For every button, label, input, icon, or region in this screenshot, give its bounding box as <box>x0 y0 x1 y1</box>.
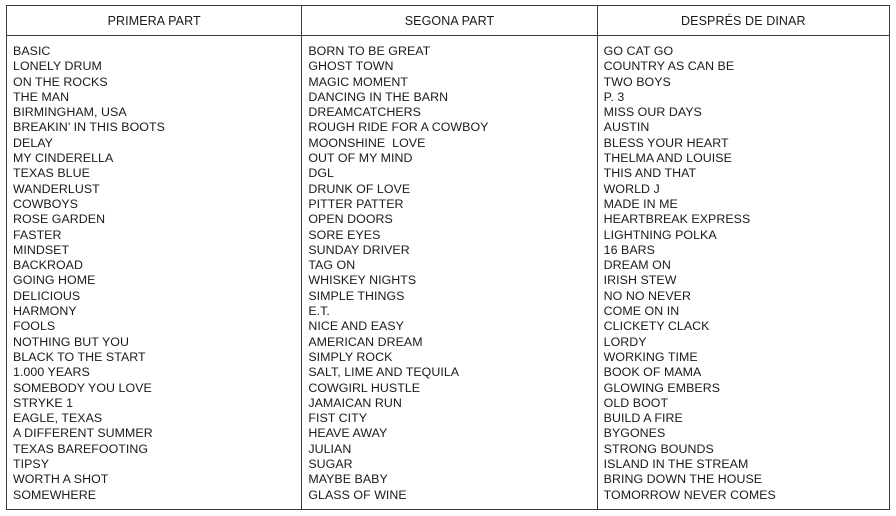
song-item: A DIFFERENT SUMMER <box>13 426 153 441</box>
song-item: WANDERLUST <box>13 181 100 196</box>
song-item: SUNDAY DRIVER <box>308 242 410 257</box>
song-item: AMERICAN DREAM <box>308 334 423 349</box>
song-item: WORKING TIME <box>603 349 698 364</box>
song-item: 16 BARS <box>603 242 655 257</box>
song-item: TOMORROW NEVER COMES <box>603 487 776 502</box>
song-item: MINDSET <box>13 242 70 257</box>
song-item: BYGONES <box>603 426 666 441</box>
song-item: WHISKEY NIGHTS <box>308 273 417 288</box>
song-item: ROSE GARDEN <box>13 212 106 227</box>
song-item: THIS AND THAT <box>603 166 697 181</box>
song-item: NICE AND EASY <box>308 319 405 334</box>
song-item: TWO BOYS <box>603 74 671 89</box>
song-item: NO NO NEVER <box>603 288 691 303</box>
song-item: IRISH STEW <box>603 273 677 288</box>
table-body-row <box>7 36 889 509</box>
song-item: FIST CITY <box>308 411 368 426</box>
song-item: TEXAS BLUE <box>13 166 90 181</box>
song-item: OPEN DOORS <box>308 212 393 227</box>
song-item: DRUNK OF LOVE <box>308 181 411 196</box>
song-item: AUSTIN <box>603 120 650 135</box>
song-item: MAYBE BABY <box>308 472 388 487</box>
song-item: MAGIC MOMENT <box>308 74 409 89</box>
song-item: DREAM ON <box>603 258 671 273</box>
column-primera-part <box>7 36 302 509</box>
song-item: 1.000 YEARS <box>13 365 90 380</box>
header-segona-part: SEGONA PART <box>302 6 597 35</box>
song-list <box>308 44 596 503</box>
table-header-row <box>7 6 889 36</box>
song-item: P. 3 <box>603 89 625 104</box>
song-item: MISS OUR DAYS <box>603 105 702 120</box>
header-despres-de-dinar: DESPRÉS DE DINAR <box>681 13 806 28</box>
song-item: JAMAICAN RUN <box>308 395 402 410</box>
song-item: GLASS OF WINE <box>308 487 407 502</box>
song-item: LONELY DRUM <box>13 59 102 74</box>
song-item: DGL <box>308 166 334 181</box>
song-item: TEXAS BAREFOOTING <box>13 441 149 456</box>
song-item: BOOK OF MAMA <box>603 365 702 380</box>
song-item: THELMA AND LOUISE <box>603 151 732 166</box>
song-item: ISLAND IN THE STREAM <box>603 457 749 472</box>
song-item: MY CINDERELLA <box>13 151 114 166</box>
song-item: BASIC <box>13 44 51 58</box>
song-item: SOMEWHERE <box>13 487 97 502</box>
song-item: MADE IN ME <box>603 196 678 211</box>
song-item: HARMONY <box>13 304 77 319</box>
song-item: PITTER PATTER <box>308 196 404 211</box>
song-item: SIMPLY ROCK <box>308 349 393 364</box>
song-item: GLOWING EMBERS <box>603 380 721 395</box>
song-list <box>604 44 889 503</box>
song-list <box>13 44 301 503</box>
song-item: COUNTRY AS CAN BE <box>603 59 735 74</box>
song-item: BREAKIN’ IN THIS BOOTS <box>13 120 165 135</box>
song-item: TIPSY <box>13 457 50 472</box>
header-primera-part: PRIMERA PART <box>7 6 302 35</box>
song-item: HEAVE AWAY <box>308 426 388 441</box>
song-item: ROUGH RIDE FOR A COWBOY <box>308 120 489 135</box>
song-item: COWGIRL HUSTLE <box>308 380 421 395</box>
column-despres-de-dinar <box>598 36 889 509</box>
song-item: DELICIOUS <box>13 288 81 303</box>
song-item: OUT OF MY MIND <box>308 151 413 166</box>
song-item: BORN TO BE GREAT <box>308 44 431 58</box>
song-item: EAGLE, TEXAS <box>13 411 103 426</box>
song-item: BLACK TO THE START <box>13 349 146 364</box>
song-item: GOING HOME <box>13 273 96 288</box>
song-item: GO CAT GO <box>603 44 674 58</box>
song-item: E.T. <box>308 304 330 319</box>
song-item: STRONG BOUNDS <box>603 441 714 456</box>
song-item: COWBOYS <box>13 196 79 211</box>
song-item: THE MAN <box>13 89 70 104</box>
song-item: MOONSHINE LOVE <box>308 135 426 150</box>
song-item: FOOLS <box>13 319 56 334</box>
song-item: SORE EYES <box>308 227 381 242</box>
song-item: BRING DOWN THE HOUSE <box>603 472 763 487</box>
song-item: BUILD A FIRE <box>603 411 683 426</box>
song-list-table <box>6 5 890 510</box>
song-item: JULIAN <box>308 441 352 456</box>
song-item: WORLD J <box>603 181 660 196</box>
song-item: FASTER <box>13 227 62 242</box>
song-item: SOMEBODY YOU LOVE <box>13 380 152 395</box>
song-item: LORDY <box>603 334 647 349</box>
song-item: COME ON IN <box>603 304 680 319</box>
song-item: CLICKETY CLACK <box>603 319 710 334</box>
song-item: BACKROAD <box>13 258 83 273</box>
song-item: HEARTBREAK EXPRESS <box>603 212 751 227</box>
song-item: DREAMCATCHERS <box>308 105 421 120</box>
song-item: SIMPLE THINGS <box>308 288 405 303</box>
song-item: OLD BOOT <box>603 395 669 410</box>
column-segona-part <box>302 36 597 509</box>
song-item: ON THE ROCKS <box>13 74 108 89</box>
song-item: DELAY <box>13 135 53 150</box>
song-item: GHOST TOWN <box>308 59 394 74</box>
song-item: SALT, LIME AND TEQUILA <box>308 365 460 380</box>
song-item: DANCING IN THE BARN <box>308 89 449 104</box>
song-item: SUGAR <box>308 457 353 472</box>
song-item: BLESS YOUR HEART <box>603 135 729 150</box>
song-item: TAG ON <box>308 258 356 273</box>
song-item: BIRMINGHAM, USA <box>13 105 127 120</box>
song-item: NOTHING BUT YOU <box>13 334 129 349</box>
song-item: WORTH A SHOT <box>13 472 109 487</box>
song-item: LIGHTNING POLKA <box>603 227 717 242</box>
song-item: STRYKE 1 <box>13 395 74 410</box>
